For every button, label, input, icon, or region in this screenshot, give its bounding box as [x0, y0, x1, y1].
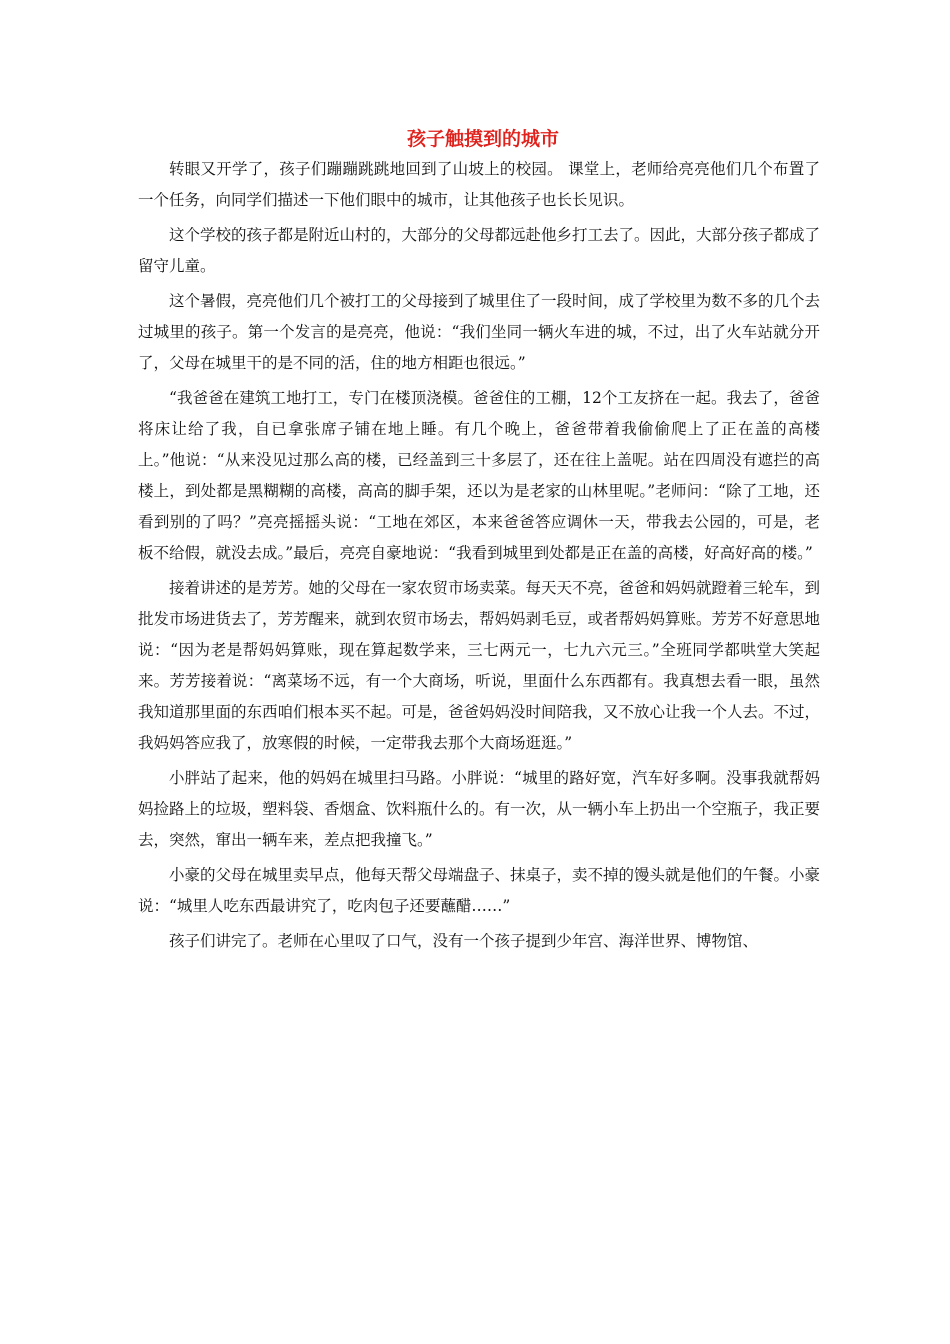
paragraph: 转眼又开学了，孩子们蹦蹦跳跳地回到了山坡上的校园。 课堂上，老师给亮亮他们几个布置了一个任务，向同学们描述一下他们眼中的城市，让其他孩子也长长见识。	[138, 160, 820, 209]
paragraph: 小胖站了起来，他的妈妈在城里扫马路。小胖说：“城里的路好宽，汽车好多啊。没事我就帮妈妈捡路上的垃圾，塑料袋、香烟盒、饮料瓶什么的。有一次，从一辆小车上扔出一个空瓶子，我正要去，突然，窜出一辆车来，差点把我撞飞。”	[138, 769, 821, 849]
document-title: 孩子触摸到的城市	[406, 128, 559, 150]
paragraph: 孩子们讲完了。老师在心里叹了口气，没有一个孩子提到少年宫、海洋世界、博物馆、	[169, 932, 759, 950]
document-page	[138, 124, 820, 957]
paragraph: 这个暑假，亮亮他们几个被打工的父母接到了城里住了一段时间，成了学校里为数不多的几个去过城里的孩子。第一个发言的是亮亮，他说：“我们坐同一辆火车进的城，不过，出了火车站就分开了，父母在城里干的是不同的活，住的地方相距也很远。”	[138, 292, 821, 372]
paragraph: 这个学校的孩子都是附近山村的，大部分的父母都远赴他乡打工去了。因此，大部分孩子都成了留守儿童。	[138, 226, 821, 275]
paragraph: 小豪的父母在城里卖早点，他每天帮父母端盘子、抹桌子，卖不掉的馒头就是他们的午餐。小豪说：“城里人吃东西最讲究了，吃肉包子还要蘸醋……”	[138, 866, 821, 915]
document-body	[138, 154, 820, 957]
paragraph: “我爸爸在建筑工地打工，专门在楼顶浇模。爸爸住的工棚，12个工友挤在一起。我去了，爸爸将床让给了我，自已拿张席子铺在地上睡。有几个晚上，爸爸带着我偷偷爬上了正在盖的高楼上。”他说：“从来没见过那么高的楼，已经盖到三十多层了，还在往上盖呢。站在四周没有遮拦的高楼上，到处都是黑糊糊的高楼，高高的脚手架，还以为是老家的山林里呢。”老师问：“除了工地，还看到别的了吗？”亮亮摇摇头说：“工地在郊区，本来爸爸答应调休一天，带我去公园的，可是，老板不给假，就没去成。”最后，亮亮自豪地说：“我看到城里到处都是正在盖的高楼，好高好高的楼。”	[138, 389, 820, 562]
paragraph: 接着讲述的是芳芳。她的父母在一家农贸市场卖菜。每天天不亮，爸爸和妈妈就蹬着三轮车，到批发市场进货去了，芳芳醒来，就到农贸市场去，帮妈妈剥毛豆，或者帮妈妈算账。芳芳不好意思地说：“因为老是帮妈妈算账，现在算起数学来，三七两元一，七九六元三。”全班同学都哄堂大笑起来。芳芳接着说：“离菜场不远，有一个大商场，听说，里面什么东西都有。我真想去看一眼，虽然我知道那里面的东西咱们根本买不起。可是，爸爸妈妈没时间陪我，又不放心让我一个人去。不过，我妈妈答应我了，放寒假的时候，一定带我去那个大商场逛逛。”	[138, 579, 821, 752]
